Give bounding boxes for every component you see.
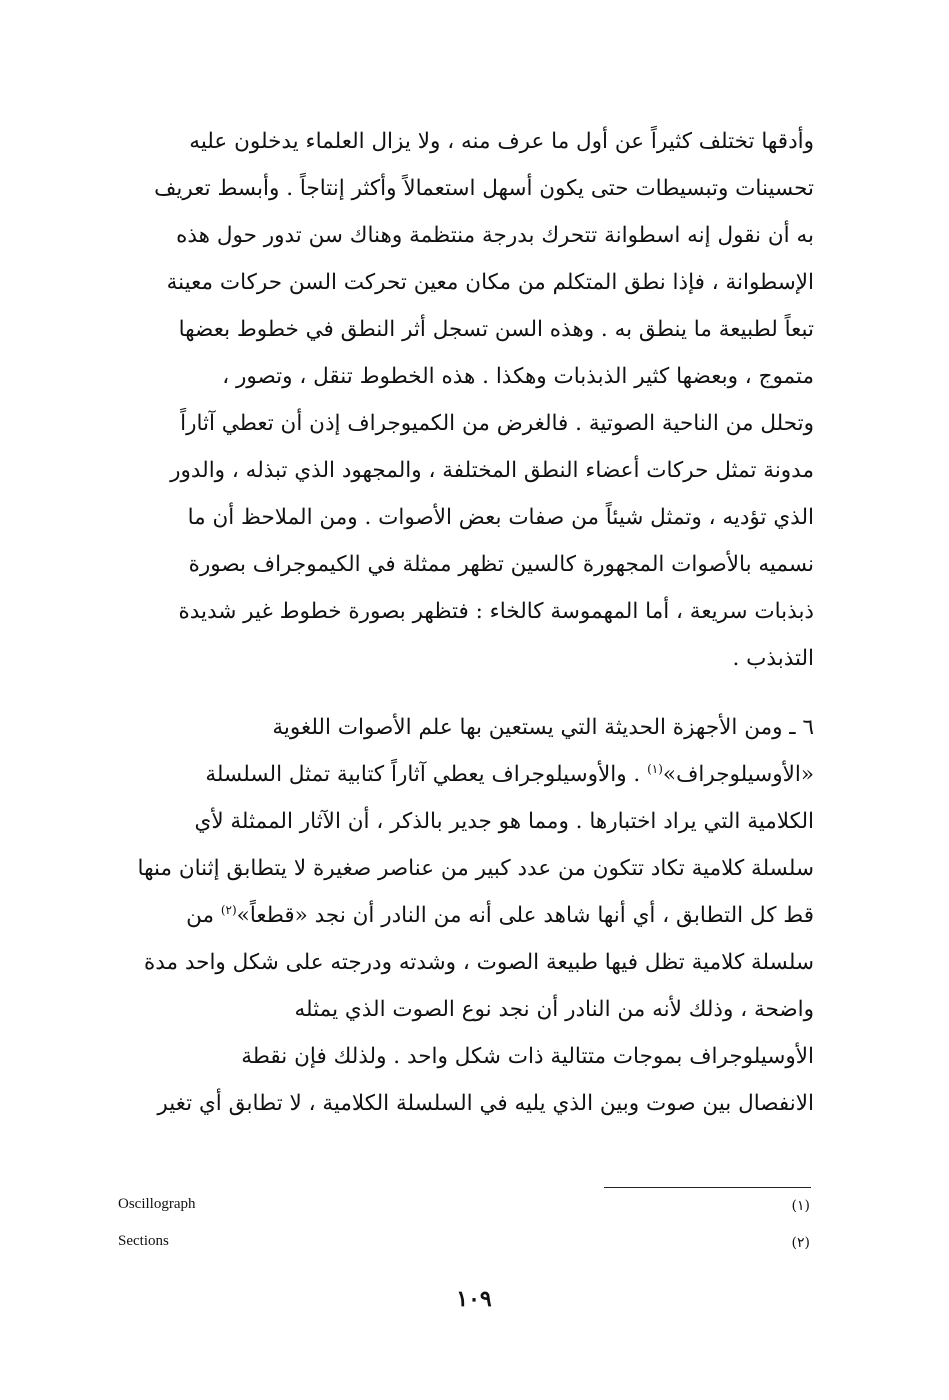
text-line: التذبذب .: [732, 646, 814, 671]
text-line: تبعاً لطبيعة ما ينطق به . وهذه السن تسجل أثر النطق في خطوط بعضها: [178, 317, 814, 342]
footnote-1: [118, 1196, 814, 1220]
text-line: الكلامية التي يراد اختبارها . ومما هو جدير بالذكر ، أن الآثار الممثلة لأي: [194, 809, 814, 834]
text-line: وأدقها تختلف كثيراً عن أول ما عرف منه ، ولا يزال العلماء يدخلون عليه: [189, 129, 814, 154]
footnote-number: (١): [791, 1198, 810, 1214]
text-segment: . والأوسيلوجراف يعطي آثاراً كتابية تمثل السلسلة: [205, 762, 648, 787]
text-line: الأوسيلوجراف بموجات متتالية ذات شكل واحد . ولذلك فإن نقطة: [241, 1044, 814, 1069]
text-line: ٦ ـ ومن الأجهزة الحديثة التي يستعين بها علم الأصوات اللغوية: [272, 715, 814, 740]
text-line: [118, 751, 814, 798]
text-line: وتحلل من الناحية الصوتية . فالغرض من الكميوجراف إذن أن تعطي آثاراً: [180, 411, 814, 436]
text-segment: قط كل التطابق ، أي أنها شاهد على أنه من النادر أن نجد «قطعاً»: [236, 903, 814, 928]
footnote-divider: [604, 1187, 811, 1188]
text-line: نسميه بالأصوات المجهورة كالسين تظهر ممثلة في الكيموجراف بصورة: [188, 552, 814, 577]
text-line: سلسلة كلامية تكاد تتكون من عدد كبير من عناصر صغيرة لا يتطابق إثنان منها: [137, 856, 814, 881]
text-line: ذبذبات سريعة ، أما المهموسة كالخاء : فتظهر بصورة خطوط غير شديدة: [178, 599, 814, 624]
oscillograph-term: «الأوسيلوجراف»: [662, 762, 814, 787]
footnote-term: Oscillograph: [118, 1196, 196, 1212]
text-line: سلسلة كلامية تظل فيها طبيعة الصوت ، وشدته ودرجته على شكل واحد مدة: [143, 950, 814, 975]
paragraph-kymograph: [118, 118, 814, 682]
text-line: به أن نقول إنه اسطوانة تتحرك بدرجة منتظمة وهناك سن تدور حول هذه: [176, 223, 814, 248]
text-line: تحسينات وتبسيطات حتى يكون أسهل استعمالاً وأكثر إنتاجاً . وأبسط تعريف: [154, 176, 814, 201]
text-line: واضحة ، وذلك لأنه من النادر أن نجد نوع الصوت الذي يمثله: [294, 997, 814, 1022]
footnote-ref-2[interactable]: (٢): [220, 902, 237, 917]
text-line: [118, 892, 814, 939]
text-line: الإسطوانة ، فإذا نطق المتكلم من مكان معين تحركت السن حركات معينة: [166, 270, 814, 295]
text-line: مدونة تمثل حركات أعضاء النطق المختلفة ، والمجهود الذي تبذله ، والدور: [170, 458, 814, 483]
paragraph-oscillograph: [118, 704, 814, 1127]
text-line: الانفصال بين صوت وبين الذي يليه في السلسلة الكلامية ، لا تطابق أي تغير: [157, 1091, 814, 1116]
footnote-number: (٢): [791, 1235, 810, 1251]
text-segment: من: [186, 903, 221, 928]
footnote-ref-1[interactable]: (١): [647, 761, 663, 776]
footnote-2: [118, 1233, 814, 1257]
footnote-term: Sections: [118, 1233, 169, 1249]
page-number: ١٠٩: [456, 1286, 492, 1312]
text-line: الذي تؤديه ، وتمثل شيئاً من صفات بعض الأصوات . ومن الملاحظ أن ما: [187, 505, 814, 530]
text-line: متموج ، وبعضها كثير الذبذبات وهكذا . هذه الخطوط تنقل ، وتصور ،: [222, 364, 814, 389]
